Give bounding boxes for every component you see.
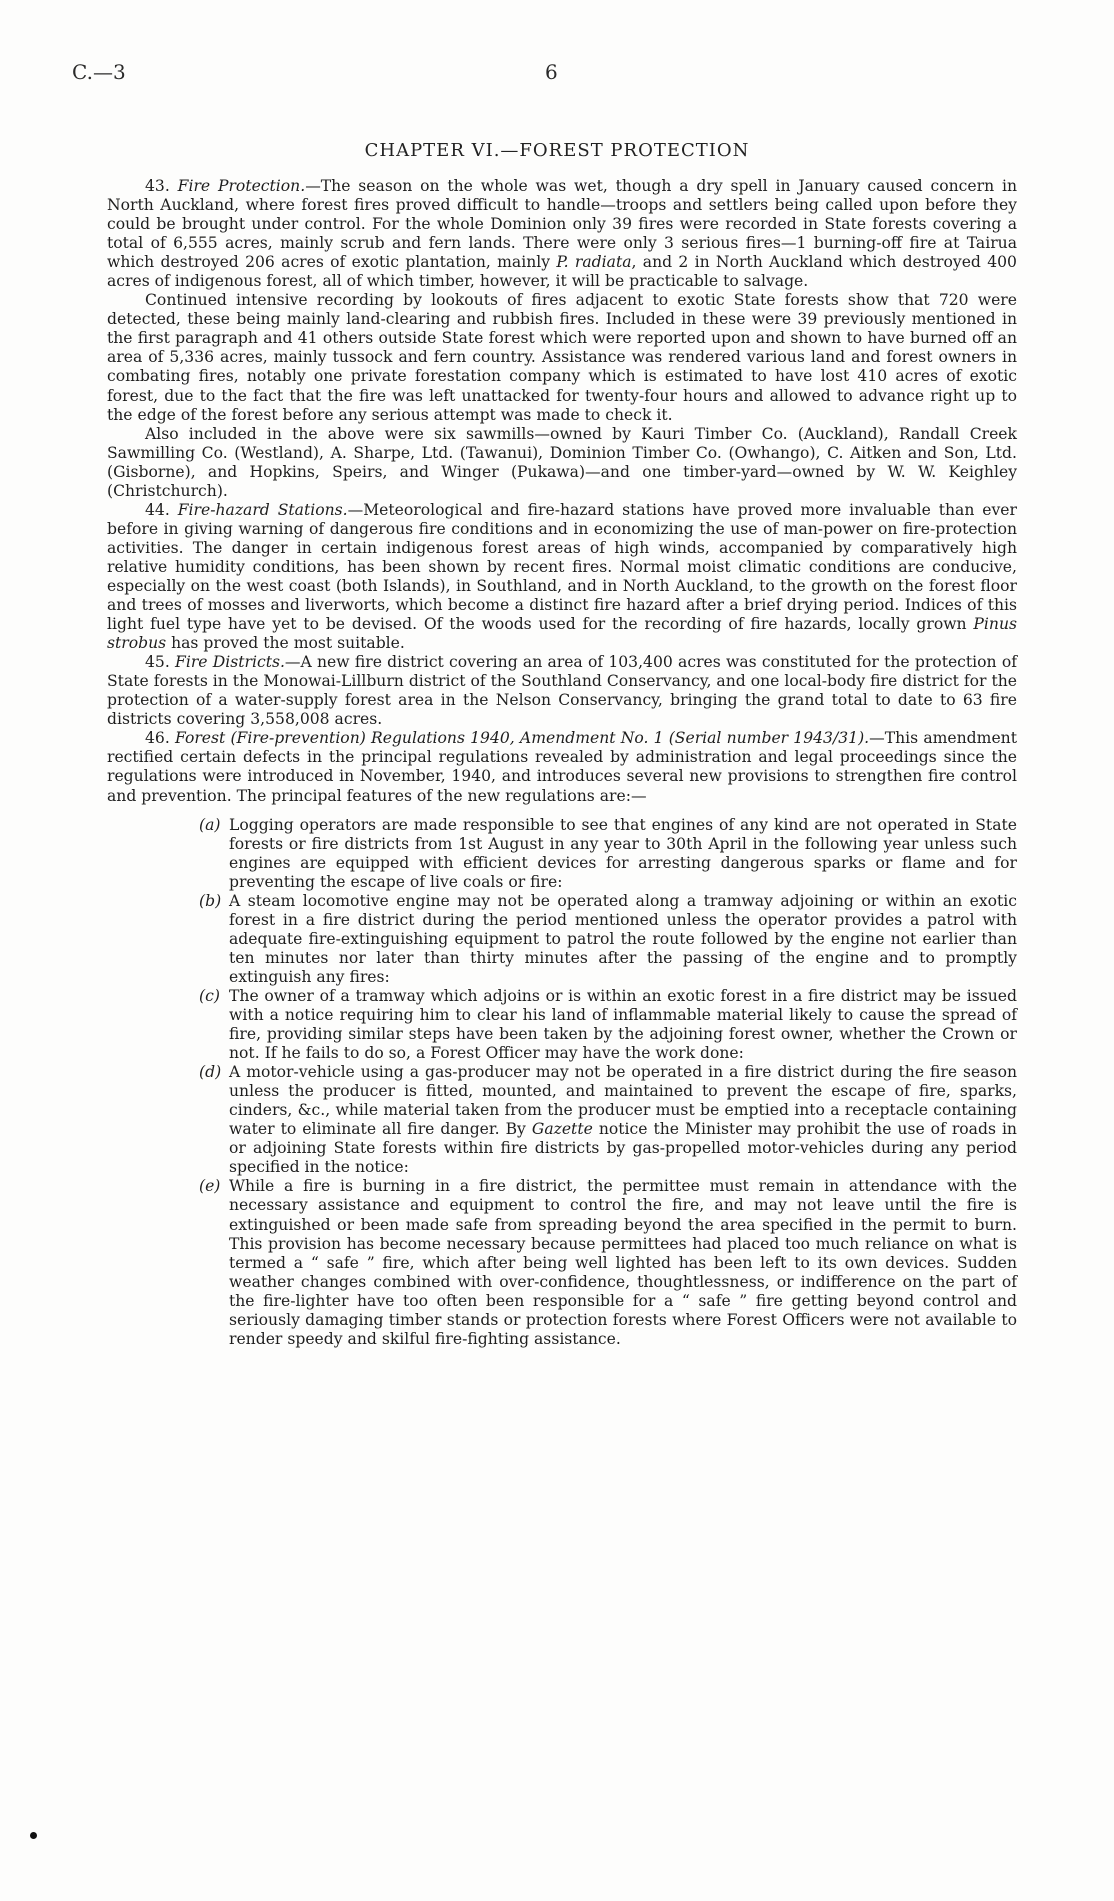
section-number: 45. bbox=[145, 653, 170, 672]
page-number: 6 bbox=[545, 60, 558, 84]
section-heading: Fire-hazard Stations. bbox=[177, 500, 348, 519]
section-heading: Forest (Fire-prevention) Regulations 1940, Amendment No. 1 (Serial number 1943/31). bbox=[174, 729, 870, 748]
paragraph-43-3: Also included in the above were six sawmills—owned by Kauri Timber Co. (Auckland), Randall Creek Sawmilling Co. (Westland), A. Sharpe, Ltd. (Tawanui), Dominion Timber Co. (Owhango), C. Aitken and Son, Ltd. (Gisborne), and Hopkins, Speirs, and Winger (Pukawa)—and one timber-yard—owned by W. W. Keighley (Christchurch). bbox=[107, 424, 1017, 500]
body-text bbox=[107, 177, 1017, 1349]
paragraph-46: 46. Forest (Fire-prevention) Regulations 1940, Amendment No. 1 (Serial number 1943/31).—This amendment rectified certain defects in the principal regulations revealed by administration and legal proceedings since the regulations were introduced in November, 1940, and introduces several new provisions to strengthen fire control and prevention. The principal features of the new regulations are:— bbox=[107, 729, 1017, 805]
list-marker: (a) bbox=[199, 815, 221, 834]
paragraph-43: 43. Fire Protection.—The season on the whole was wet, though a dry spell in January caused concern in North Auckland, where forest fires proved difficult to handle—troops and settlers being called upon before they could be brought under control. For the whole Dominion only 39 fires were recorded in State forests covering a total of 6,555 acres, mainly scrub and fern lands. There were only 3 serious fires—1 burning-off fire at Tairua which destroyed 206 acres of exotic plantation, mainly P. radiata, and 2 in North Auckland which destroyed 400 acres of indigenous forest, all of which timber, however, it will be practicable to salvage. bbox=[107, 177, 1017, 291]
margin-bullet bbox=[30, 1832, 37, 1839]
paragraph-43-2: Continued intensive recording by lookouts of fires adjacent to exotic State forests show that 720 were detected, these being mainly land-clearing and rubbish fires. Included in these were 39 previously mentioned in the first paragraph and 41 others outside State forest which were reported upon and shown to have burned off an area of 5,336 acres, mainly tussock and fern country. Assistance was rendered various land and forest owners in combating fires, notably one private forestation company which is estimated to have lost 410 acres of exotic forest, due to the fact that the fire was left unattacked for twenty-four hours and allowed to advance right up to the edge of the forest before any serious attempt was made to check it. bbox=[107, 291, 1017, 424]
paragraph-45: 45. Fire Districts.—A new fire district covering an area of 103,400 acres was constituted for the protection of State forests in the Monowai-Lillburn district of the Southland Conservancy, and one local-body fire district for the protection of a water-supply forest area in the Nelson Conservancy, bringing the grand total to date to 63 fire districts covering 3,558,008 acres. bbox=[107, 653, 1017, 729]
regulation-features-list bbox=[107, 816, 1017, 1349]
report-code: C.—3 bbox=[72, 60, 126, 84]
section-number: 43. bbox=[145, 177, 170, 195]
list-item: (c) The owner of a tramway which adjoins or is within an exotic forest in a fire district may be issued with a notice requiring him to clear his land of inflammable material likely to cause the spread of fire, providing similar steps have been taken by the adjoining forest owner, whether the Crown or not. If he fails to do so, a Forest Officer may have the work done: bbox=[199, 986, 1017, 1063]
gazette-name: Gazette bbox=[531, 1120, 593, 1139]
section-heading: Fire Districts. bbox=[175, 653, 285, 672]
list-item: (b) A steam locomotive engine may not be operated along a tramway adjoining or within an exotic forest in a fire district during the period mentioned unless the operator provides a patrol with adequate fire-extinguishing equipment to patrol the route followed by the engine not earlier than ten minutes nor later than thirty minutes after the passing of the engine and to promptly extinguish any fires: bbox=[199, 891, 1017, 986]
list-marker: (d) bbox=[199, 1063, 222, 1082]
list-marker: (e) bbox=[199, 1177, 221, 1196]
list-marker: (c) bbox=[199, 986, 220, 1005]
species-name: Pinus strobus bbox=[107, 615, 1017, 653]
paragraph-44: 44. Fire-hazard Stations.—Meteorological and fire-hazard stations have proved more invaluable than ever before in giving warning of dangerous fire conditions and in economizing the use of man-power on fire-protection activities. The danger in certain indigenous forest areas of high winds, accompanied by comparatively high relative humidity conditions, has been shown by recent fires. Normal moist climatic conditions are conducive, especially on the west coast (both Islands), in Southland, and in North Auckland, to the growth on the forest floor and trees of mosses and liverworts, which become a distinct fire hazard after a brief drying period. Indices of this light fuel type have yet to be devised. Of the woods used for the recording of fire hazards, locally grown Pinus strobus has proved the most suitable. bbox=[107, 500, 1017, 653]
list-item: (e) While a fire is burning in a fire district, the permittee must remain in attendance with the necessary assistance and equipment to control the fire, and may not leave until the fire is extinguished or been made safe from spreading beyond the area specified in the permit to burn. This provision has become necessary because permittees had placed too much reliance on what is termed a “ safe ” fire, which after being well lighted has been left to its own devices. Sudden weather changes combined with over-confidence, thoughtlessness, or indifference on the part of the fire-lighter have too often been responsible for a “ safe ” fire getting beyond control and seriously damaging timber stands or protection forests where Forest Officers were not available to render speedy and skilful fire-fighting assistance. bbox=[199, 1177, 1017, 1348]
species-name: P. radiata bbox=[556, 253, 632, 272]
section-heading: Fire Protection. bbox=[177, 177, 306, 195]
chapter-title: CHAPTER VI.—FOREST PROTECTION bbox=[364, 140, 750, 161]
section-number: 46. bbox=[145, 729, 170, 748]
list-marker: (b) bbox=[199, 891, 222, 910]
section-number: 44. bbox=[145, 500, 170, 519]
list-item: (a) Logging operators are made responsible to see that engines of any kind are not operated in State forests or fire districts from 1st August in any year to 30th April in the following year unless such engines are equipped with efficient devices for arresting dangerous sparks or flame and for preventing the escape of live coals or fire: bbox=[199, 815, 1017, 891]
list-item: (d) A motor-vehicle using a gas-producer may not be operated in a fire district during the fire season unless the producer is fitted, mounted, and maintained to prevent the escape of fire, sparks, cinders, &c., while material taken from the producer must be emptied into a receptacle containing water to eliminate all fire danger. By Gazette notice the Minister may prohibit the use of roads in or adjoining State forests within fire districts by gas-propelled motor-vehicles during any period specified in the notice: bbox=[199, 1063, 1017, 1177]
